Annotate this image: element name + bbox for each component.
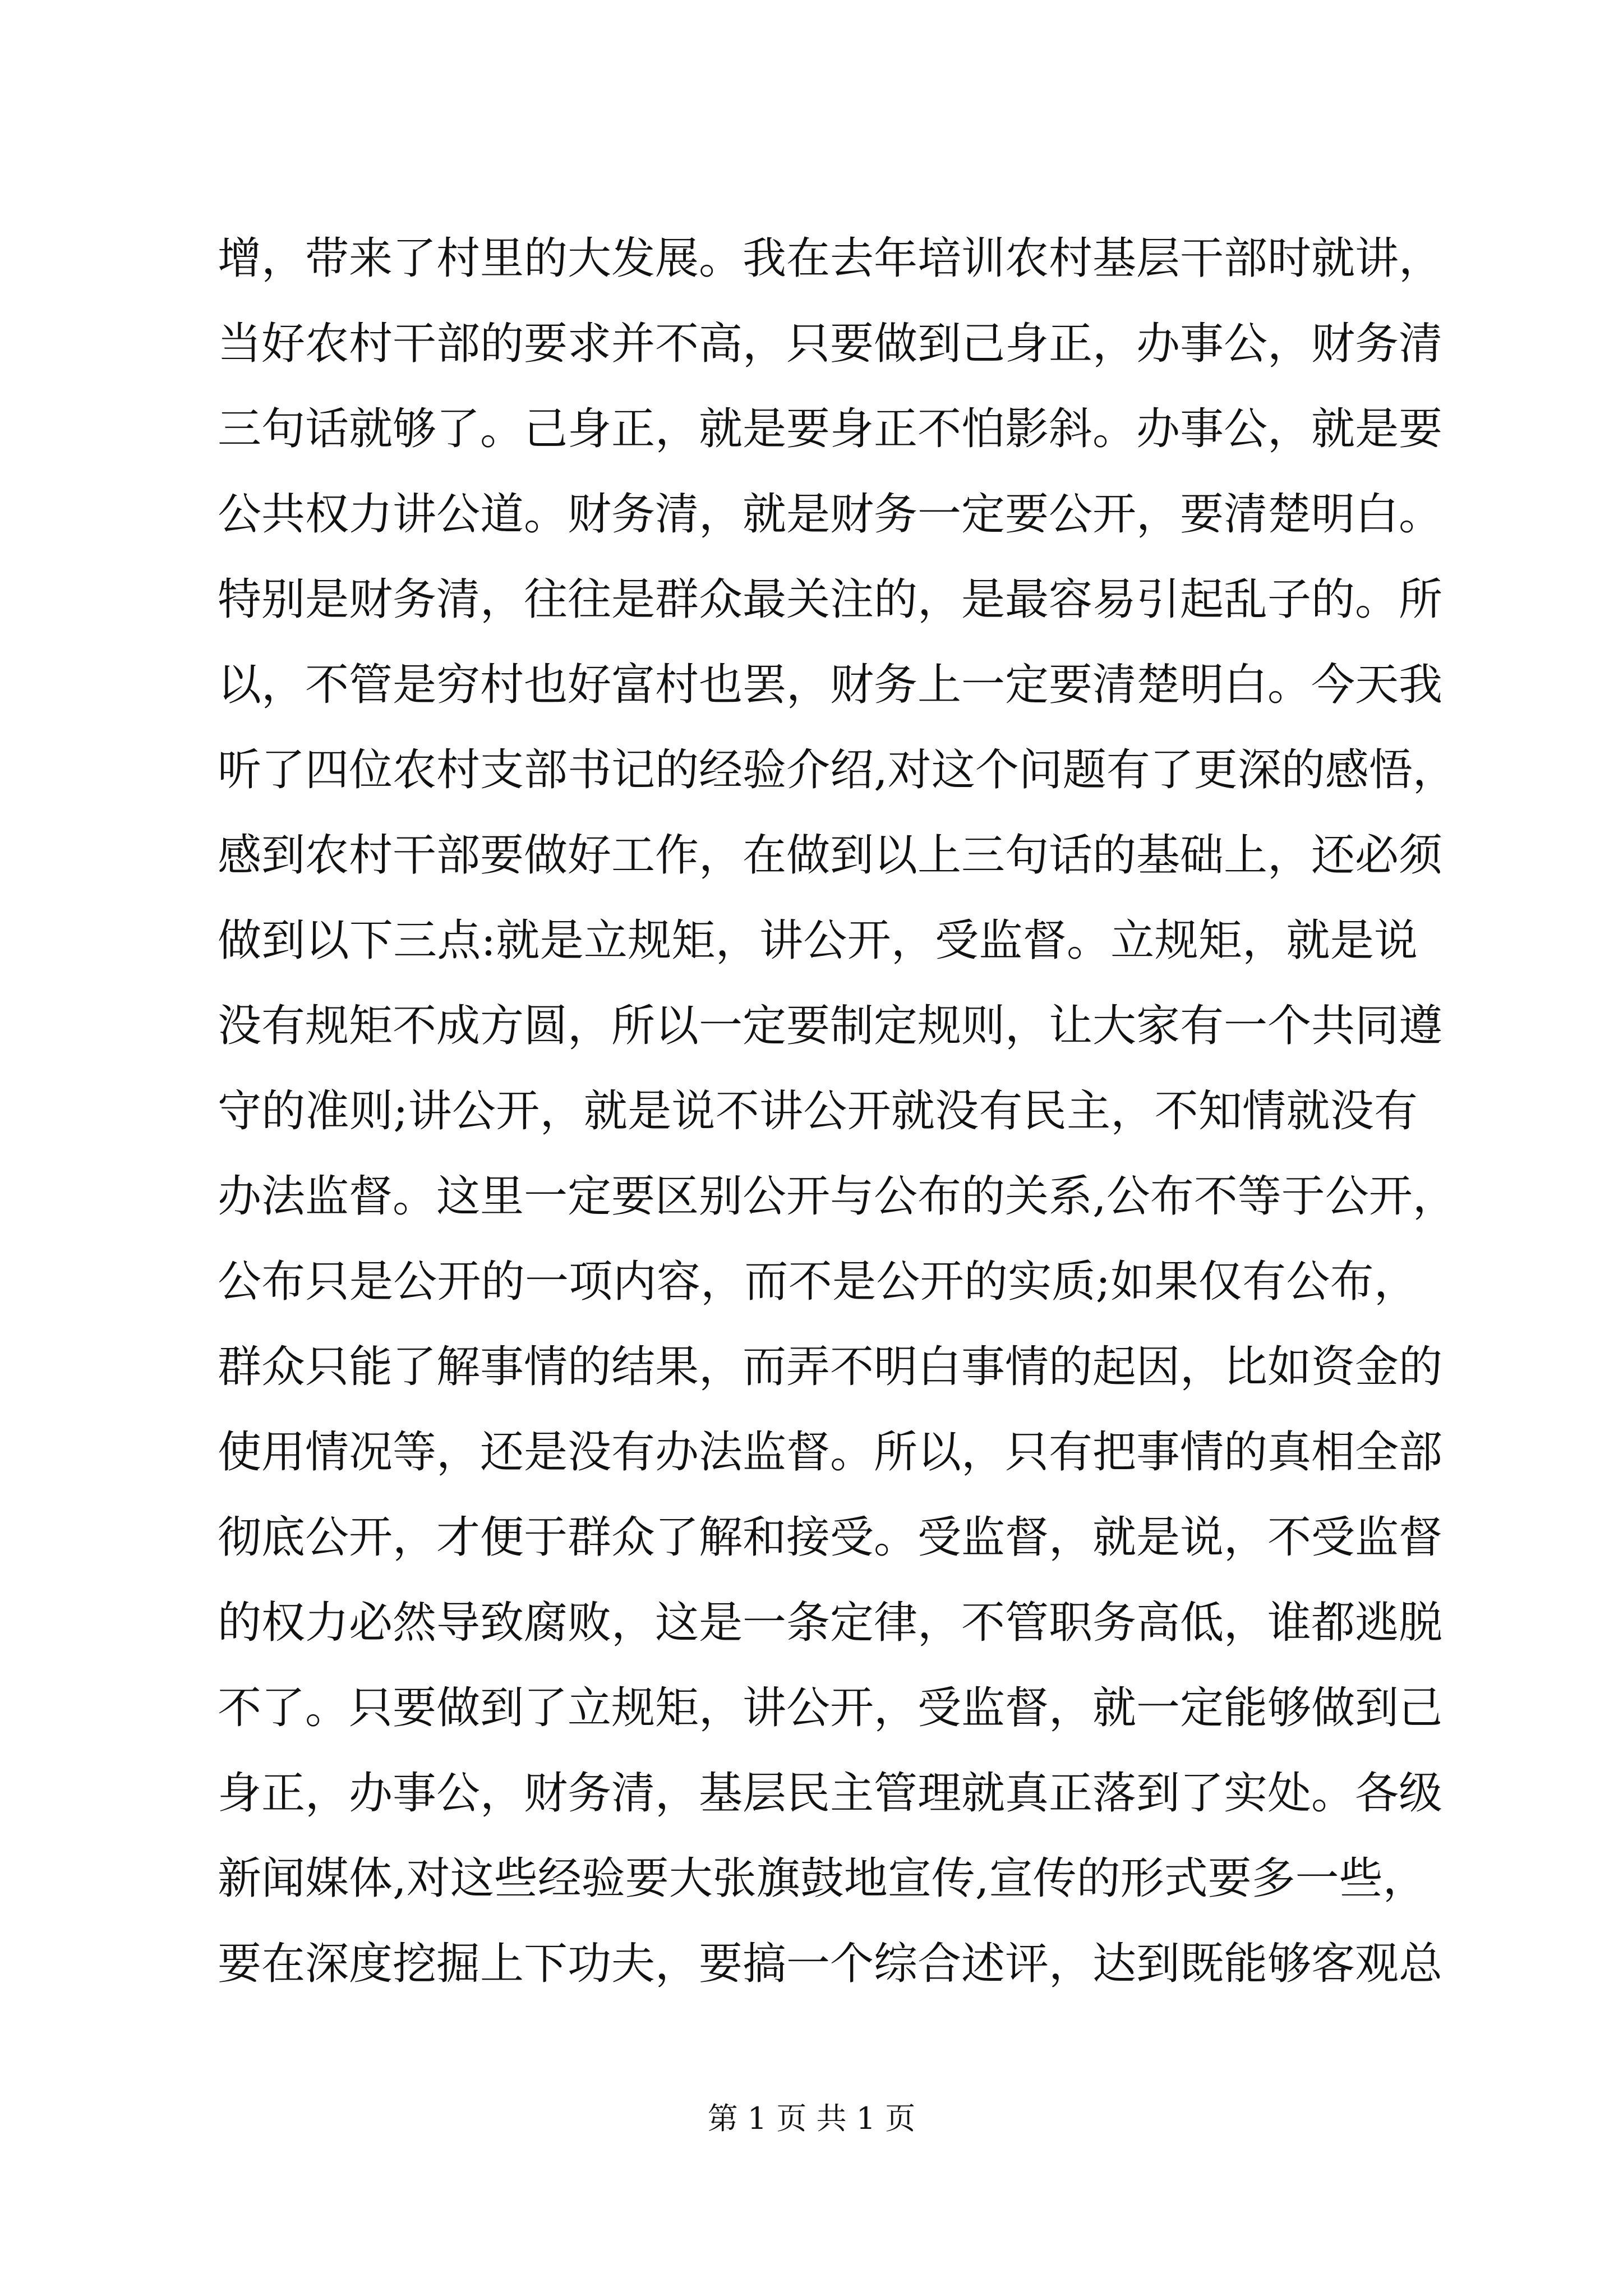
text-line: 感到农村干部要做好工作，在做到以上三句话的基础上，还必须: [218, 830, 1443, 881]
body-text: [218, 216, 1456, 2007]
text-line: 的权力必然导致腐败，这是一条定律，不管职务高低，谁都逃脱: [218, 1598, 1443, 1648]
text-line: 群众只能了解事情的结果，而弄不明白事情的起因，比如资金的: [218, 1342, 1443, 1392]
text-line: 以，不管是穷村也好富村也罢，财务上一定要清楚明白。今天我: [218, 660, 1443, 710]
text-line: 不了。只要做到了立规矩，讲公开，受监督，就一定能够做到己: [218, 1683, 1443, 1733]
text-line: 要在深度挖掘上下功夫，要搞一个综合述评，达到既能够客观总: [218, 1939, 1443, 1989]
text-line: 守的准则;讲公开，就是说不讲公开就没有民主，不知情就没有: [218, 1086, 1418, 1137]
text-line: 增，带来了村里的大发展。我在去年培训农村基层干部时就讲，: [218, 233, 1443, 284]
text-line: 彻底公开，才便于群众了解和接受。受监督，就是说，不受监督: [218, 1512, 1443, 1563]
text-line: 公布只是公开的一项内容，而不是公开的实质;如果仅有公布，: [218, 1257, 1418, 1307]
text-line: 听了四位农村支部书记的经验介绍,对这个问题有了更深的感悟，: [218, 745, 1456, 795]
text-line: 当好农村干部的要求并不高，只要做到己身正，办事公，财务清: [218, 319, 1443, 369]
text-line: 做到以下三点:就是立规矩，讲公开，受监督。立规矩，就是说: [218, 915, 1418, 966]
text-line: 办法监督。这里一定要区别公开与公布的关系,公布不等于公开，: [218, 1171, 1456, 1222]
text-line: 没有规矩不成方圆，所以一定要制定规则，让大家有一个共同遵: [218, 1001, 1443, 1051]
text-line: 身正，办事公，财务清，基层民主管理就真正落到了实处。各级: [218, 1768, 1443, 1819]
text-line: 三句话就够了。己身正，就是要身正不怕影斜。办事公，就是要: [218, 404, 1443, 454]
text-line: 使用情况等，还是没有办法监督。所以，只有把事情的真相全部: [218, 1427, 1443, 1478]
text-line: 新闻媒体,对这些经验要大张旗鼓地宣传,宣传的形式要多一些，: [218, 1853, 1427, 1904]
text-line: 公共权力讲公道。财务清，就是财务一定要公开，要清楚明白。: [218, 489, 1443, 540]
page-footer: 第 1 页 共 1 页: [707, 2101, 916, 2136]
text-line: 特别是财务清，往往是群众最关注的，是最容易引起乱子的。所: [218, 574, 1443, 625]
